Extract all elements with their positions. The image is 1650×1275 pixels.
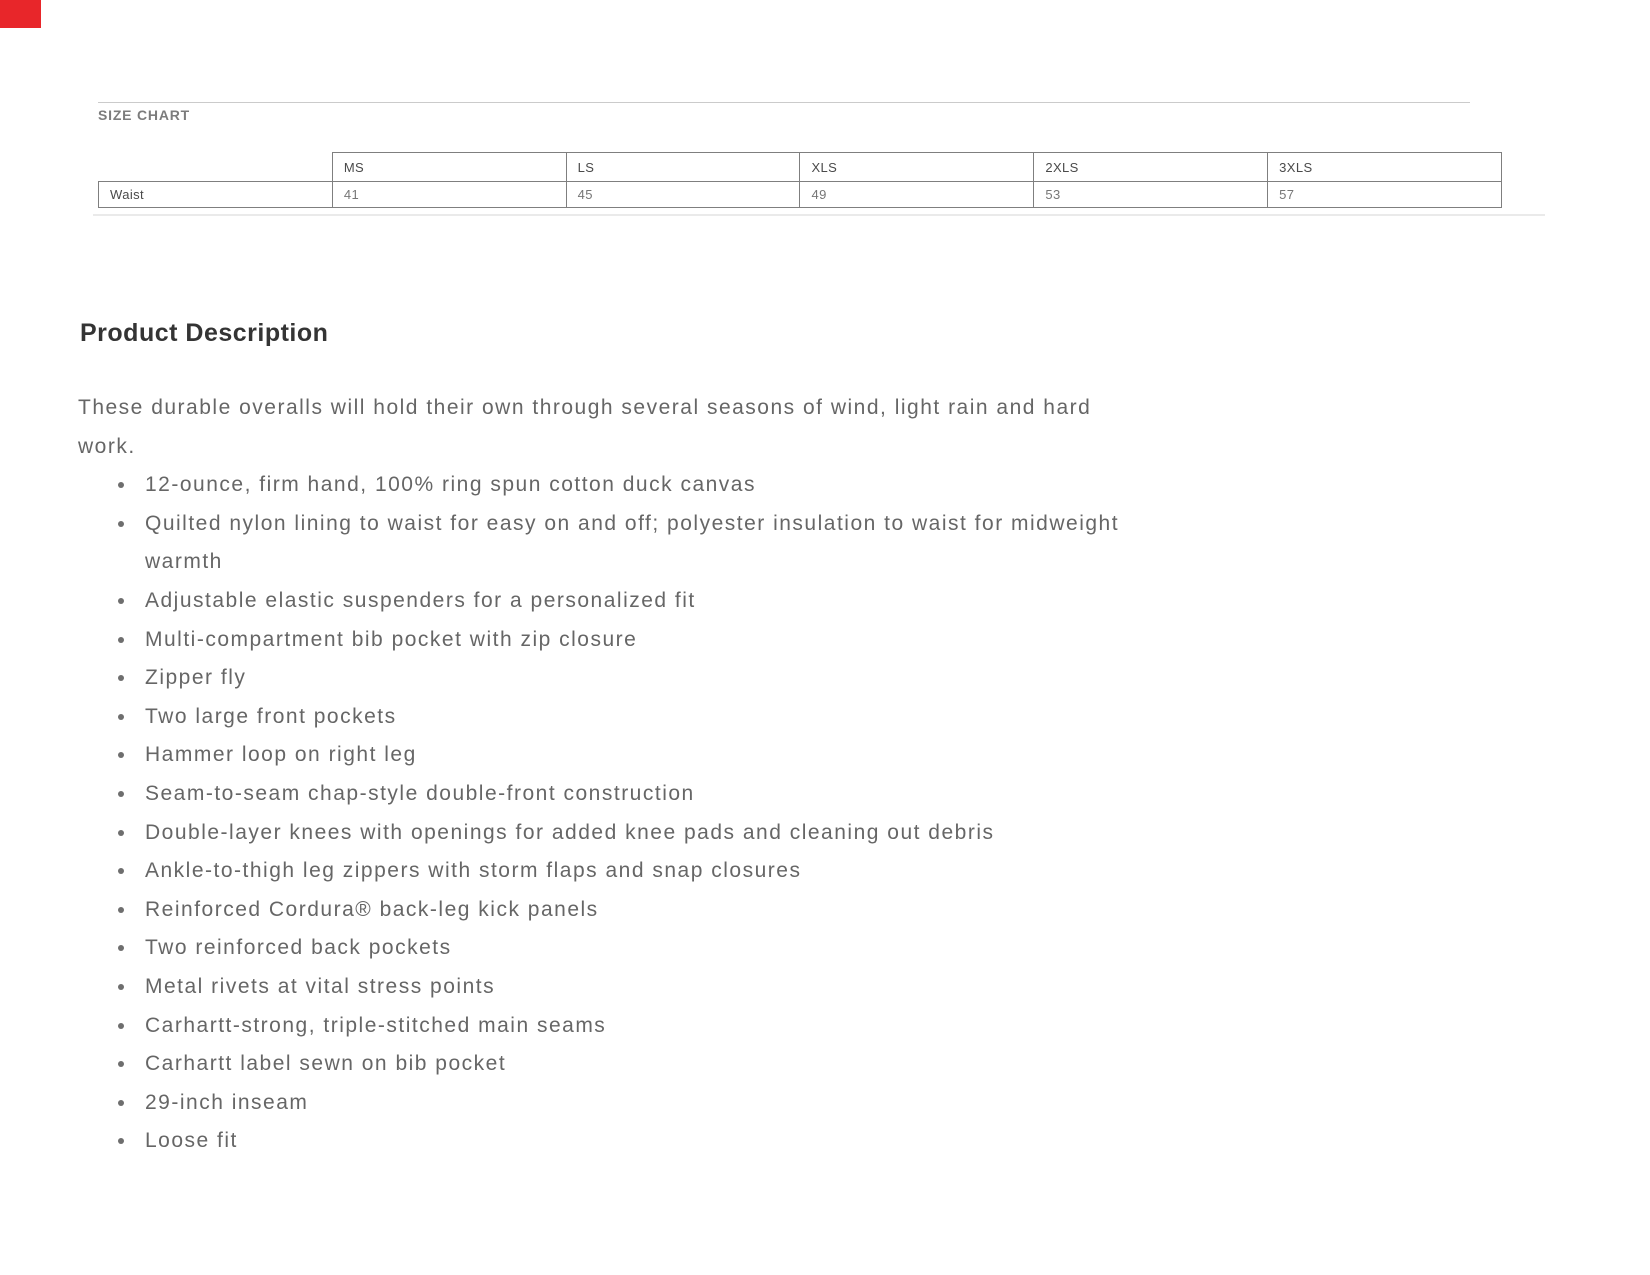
feature-line: warmth xyxy=(145,550,223,574)
measurement-cell: 41 xyxy=(332,182,566,208)
table-row xyxy=(99,182,1502,208)
size-column-header: MS xyxy=(332,153,566,182)
feature-line: Carhartt-strong, triple-stitched main seams xyxy=(145,1013,607,1037)
blank-header-cell xyxy=(99,153,333,182)
product-description-section xyxy=(78,319,1650,1161)
size-column-header: 3XLS xyxy=(1268,153,1502,182)
feature-line: Hammer loop on right leg xyxy=(145,743,417,767)
feature-item xyxy=(145,814,1405,853)
feature-line: Two large front pockets xyxy=(145,704,397,728)
size-chart-body xyxy=(99,182,1502,208)
feature-line: 29-inch inseam xyxy=(145,1090,309,1114)
feature-item xyxy=(145,659,1405,698)
feature-item xyxy=(145,1084,1405,1123)
feature-line: Zipper fly xyxy=(145,666,247,690)
row-label-cell: Waist xyxy=(99,182,333,208)
feature-line: Reinforced Cordura® back-leg kick panels xyxy=(145,897,599,921)
feature-item xyxy=(145,968,1405,1007)
product-intro-paragraph xyxy=(78,389,1258,466)
feature-line: Seam-to-seam chap-style double-front construction xyxy=(145,781,695,805)
measurement-cell: 49 xyxy=(800,182,1034,208)
feature-item xyxy=(145,1122,1405,1161)
measurement-cell: 57 xyxy=(1268,182,1502,208)
feature-item xyxy=(145,736,1405,775)
measurement-cell: 53 xyxy=(1034,182,1268,208)
feature-line: Adjustable elastic suspenders for a personalized fit xyxy=(145,588,696,612)
feature-line: Quilted nylon lining to waist for easy on and off; polyester insulation to waist for midweight xyxy=(145,511,1120,535)
feature-item xyxy=(145,929,1405,968)
feature-item xyxy=(145,505,1405,582)
section-divider xyxy=(98,102,1470,103)
feature-item xyxy=(145,466,1405,505)
feature-list xyxy=(78,466,1405,1161)
feature-line: Carhartt label sewn on bib pocket xyxy=(145,1052,507,1076)
feature-line: Double-layer knees with openings for added knee pads and cleaning out debris xyxy=(145,820,995,844)
feature-line: Multi-compartment bib pocket with zip closure xyxy=(145,627,638,651)
intro-line: These durable overalls will hold their own through several seasons of wind, light rain and hard xyxy=(78,396,1092,419)
size-chart-table xyxy=(98,152,1502,208)
feature-item xyxy=(145,1045,1405,1084)
feature-line: 12-ounce, firm hand, 100% ring spun cotton duck canvas xyxy=(145,473,756,497)
feature-item xyxy=(145,775,1405,814)
feature-item xyxy=(145,852,1405,891)
feature-line: Loose fit xyxy=(145,1129,238,1153)
size-column-header: LS xyxy=(566,153,800,182)
product-description-title: Product Description xyxy=(80,319,329,347)
size-chart-title: SIZE CHART xyxy=(98,107,190,123)
feature-item xyxy=(145,891,1405,930)
size-chart-section xyxy=(98,0,1650,216)
feature-line: Ankle-to-thigh leg zippers with storm flaps and snap closures xyxy=(145,859,802,883)
feature-line: Metal rivets at vital stress points xyxy=(145,974,496,998)
intro-line: work. xyxy=(78,434,136,458)
measurement-cell: 45 xyxy=(566,182,800,208)
feature-item xyxy=(145,698,1405,737)
feature-item xyxy=(145,582,1405,621)
size-column-header: XLS xyxy=(800,153,1034,182)
table-scrollbar-track xyxy=(93,214,1545,216)
feature-item xyxy=(145,621,1405,660)
size-column-header: 2XLS xyxy=(1034,153,1268,182)
red-marker xyxy=(0,0,41,28)
feature-line: Two reinforced back pockets xyxy=(145,936,452,960)
size-chart-header-row xyxy=(99,153,1502,182)
feature-item xyxy=(145,1007,1405,1046)
